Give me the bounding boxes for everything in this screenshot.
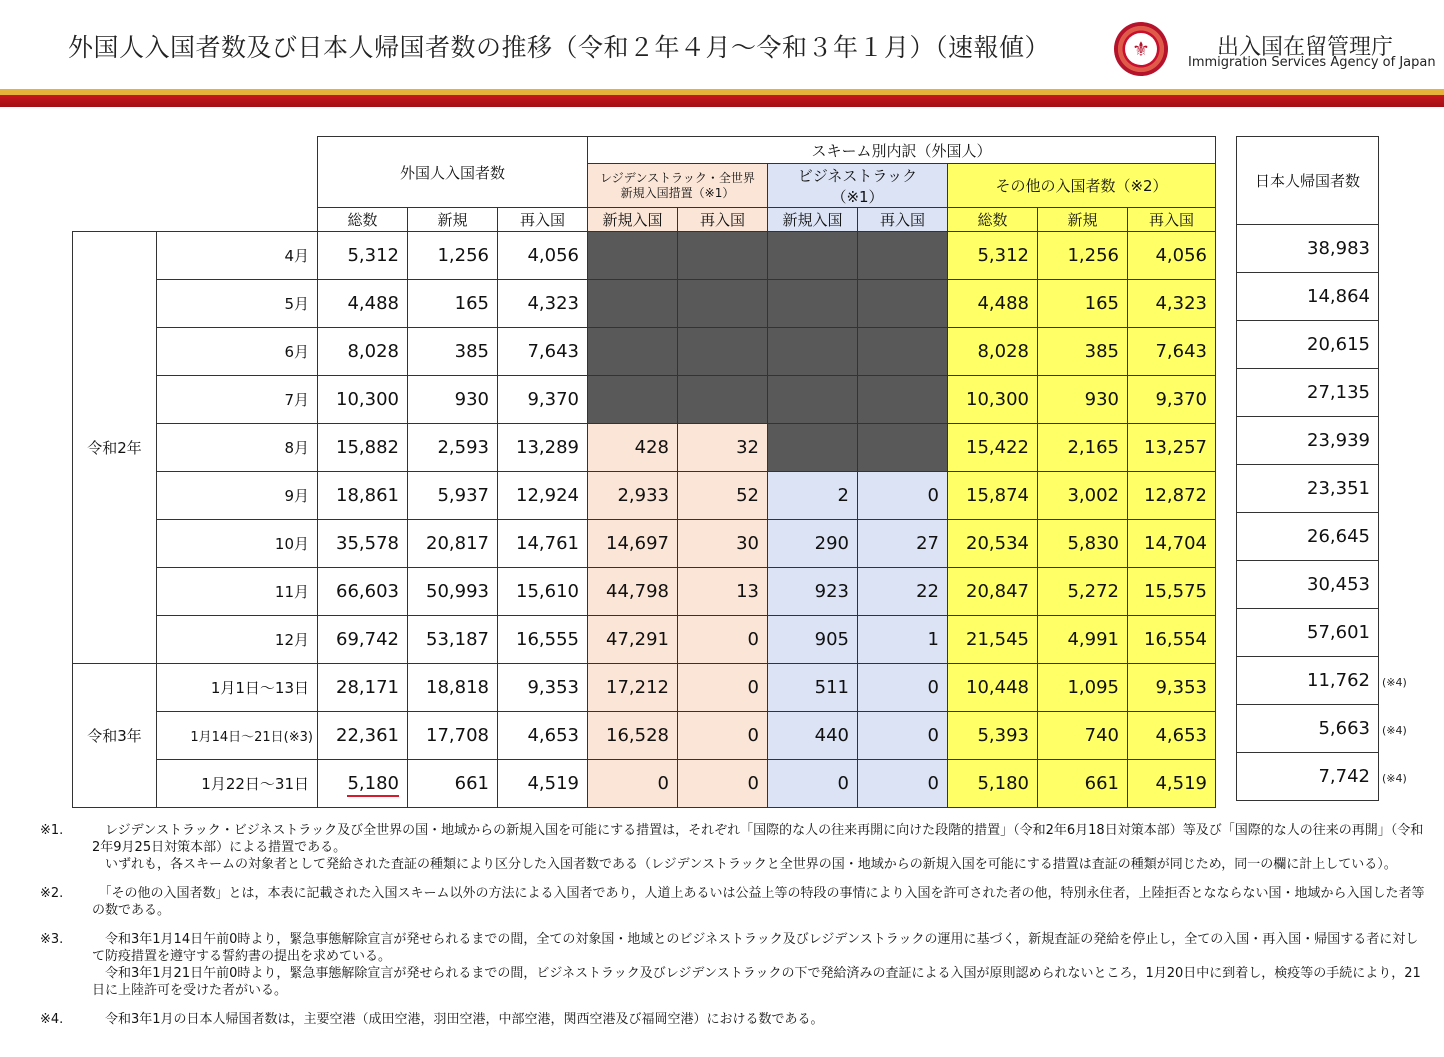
row-label: 12月 <box>157 616 318 664</box>
corner-blank <box>73 137 318 232</box>
cell-jp: 27,135 <box>1237 369 1379 417</box>
cell-rt-new: 44,798 <box>588 568 678 616</box>
col-bt-reentry: 再入国 <box>858 208 948 232</box>
agency-name-jp: 出入国在留管理庁 <box>1217 35 1394 60</box>
cell-shaded <box>768 424 858 472</box>
cell-total: 15,882 <box>318 424 408 472</box>
table-row <box>73 760 1216 808</box>
cell-jp: 23,351 <box>1237 465 1379 513</box>
foreign-entrants-header: 外国人入国者数 <box>318 137 588 208</box>
cell-shaded <box>858 280 948 328</box>
cell-shaded <box>588 328 678 376</box>
cell-other-reentry: 4,519 <box>1128 760 1216 808</box>
row-label: 5月 <box>157 280 318 328</box>
cell-other-reentry: 4,653 <box>1128 712 1216 760</box>
footnote-key: ※1. <box>40 823 64 838</box>
footnote-marker: (※4) <box>1382 772 1407 785</box>
cell-other-new: 385 <box>1038 328 1128 376</box>
cell-other-reentry: 4,323 <box>1128 280 1216 328</box>
table-row <box>1237 561 1379 609</box>
row-label: 1月1日〜13日 <box>157 664 318 712</box>
cell-new: 385 <box>408 328 498 376</box>
cell-other-total: 20,847 <box>948 568 1038 616</box>
col-other-reentry: 再入国 <box>1128 208 1216 232</box>
footnote-4 <box>40 1011 1425 1028</box>
cell-shaded <box>678 232 768 280</box>
cell-other-new: 1,256 <box>1038 232 1128 280</box>
cell-other-total: 15,874 <box>948 472 1038 520</box>
cell-new: 930 <box>408 376 498 424</box>
cell-reentry: 9,370 <box>498 376 588 424</box>
cell-jp: 26,645 <box>1237 513 1379 561</box>
cell-bt-reentry: 0 <box>858 712 948 760</box>
cell-shaded <box>588 280 678 328</box>
cell-rt-reentry: 13 <box>678 568 768 616</box>
cell-shaded <box>588 376 678 424</box>
table-row <box>73 424 1216 472</box>
cell-total: 8,028 <box>318 328 408 376</box>
row-label: 9月 <box>157 472 318 520</box>
footnote-text: 「その他の入国者数」とは，本表に記載された入国スキーム以外の方法による入国者であり，人道上あるいは公益上等の特段の事情により入国を許可された者の他，特別永住者，上陸拒否となならない国・地域から入国した者等の数である。 <box>92 886 1425 918</box>
cell-jp: 23,939 <box>1237 417 1379 465</box>
cell-other-reentry: 13,257 <box>1128 424 1216 472</box>
cell-rt-reentry: 32 <box>678 424 768 472</box>
footnote-text: いずれも，各スキームの対象者として発給された査証の種類により区分した入国者数である（レジデンストラックと全世界の国・地域からの新規入国を可能にする措置は査証の種類が同じため，同一の欄に計上している）。 <box>92 857 1397 872</box>
cell-other-total: 4,488 <box>948 280 1038 328</box>
col-new: 新規 <box>408 208 498 232</box>
footnote-3 <box>40 931 1425 999</box>
cell-other-total: 5,312 <box>948 232 1038 280</box>
cell-other-reentry: 4,056 <box>1128 232 1216 280</box>
cell-rt-reentry: 30 <box>678 520 768 568</box>
cell-other-new: 930 <box>1038 376 1128 424</box>
footnote-text: 令和3年1月14日午前0時より，緊急事態解除宣言が発せられるまでの間，全ての対象国・地域とのビジネストラック及びレジデンストラックの運用に基づく，新規査証の発給を停止し，全ての入国・再入国・帰国する者に対して防疫措置を遵守する誓約書の提出を求めている。 <box>92 932 1419 964</box>
cell-reentry: 16,555 <box>498 616 588 664</box>
era-label: 令和3年 <box>73 664 157 808</box>
cell-shaded <box>858 232 948 280</box>
row-label: 1月22日〜31日 <box>157 760 318 808</box>
footnote-1 <box>40 822 1425 873</box>
row-label: 6月 <box>157 328 318 376</box>
cell-total: 22,361 <box>318 712 408 760</box>
japanese-returnees-table <box>1236 136 1379 801</box>
footnote-2 <box>40 885 1425 919</box>
cell-jp: 7,742 <box>1237 753 1379 801</box>
cell-total: 4,488 <box>318 280 408 328</box>
cell-other-total: 21,545 <box>948 616 1038 664</box>
cell-other-new: 5,830 <box>1038 520 1128 568</box>
col-total: 総数 <box>318 208 408 232</box>
cell-total: 35,578 <box>318 520 408 568</box>
cell-jp: 20,615 <box>1237 321 1379 369</box>
agency-emblem-icon <box>1114 22 1168 76</box>
cell-reentry: 4,653 <box>498 712 588 760</box>
table-row <box>1237 705 1379 753</box>
row-label: 10月 <box>157 520 318 568</box>
cell-new: 20,817 <box>408 520 498 568</box>
cell-rt-new: 17,212 <box>588 664 678 712</box>
footnote-key: ※4. <box>40 1012 64 1027</box>
cell-total: 18,861 <box>318 472 408 520</box>
era-label: 令和2年 <box>73 232 157 664</box>
col-rt-reentry: 再入国 <box>678 208 768 232</box>
cell-bt-reentry: 0 <box>858 472 948 520</box>
cell-other-total: 5,180 <box>948 760 1038 808</box>
cell-rt-reentry: 0 <box>678 664 768 712</box>
cell-reentry: 14,761 <box>498 520 588 568</box>
cell-jp: 57,601 <box>1237 609 1379 657</box>
cell-reentry: 13,289 <box>498 424 588 472</box>
table-row <box>1237 225 1379 273</box>
row-label: 11月 <box>157 568 318 616</box>
cell-other-total: 5,393 <box>948 712 1038 760</box>
cell-new: 1,256 <box>408 232 498 280</box>
cell-shaded <box>678 280 768 328</box>
row-label: 8月 <box>157 424 318 472</box>
cell-rt-new: 14,697 <box>588 520 678 568</box>
cell-new: 17,708 <box>408 712 498 760</box>
entrants-table <box>72 136 1216 808</box>
table-row <box>1237 609 1379 657</box>
cell-total <box>318 760 408 808</box>
cell-total: 66,603 <box>318 568 408 616</box>
footnote-marker: (※4) <box>1382 676 1407 689</box>
cell-jp: 30,453 <box>1237 561 1379 609</box>
cell-bt-reentry: 0 <box>858 760 948 808</box>
cell-new: 18,818 <box>408 664 498 712</box>
cell-other-total: 8,028 <box>948 328 1038 376</box>
cell-rt-new: 428 <box>588 424 678 472</box>
cell-total: 69,742 <box>318 616 408 664</box>
table-row <box>73 280 1216 328</box>
cell-total: 28,171 <box>318 664 408 712</box>
table-row <box>1237 465 1379 513</box>
cell-rt-new: 47,291 <box>588 616 678 664</box>
table-row <box>1237 417 1379 465</box>
table-row <box>73 472 1216 520</box>
col-other-new: 新規 <box>1038 208 1128 232</box>
cell-shaded <box>678 328 768 376</box>
footnotes <box>40 822 1425 1040</box>
emblem-center: ⚜ <box>1125 33 1157 65</box>
cell-jp: 11,762 <box>1237 657 1379 705</box>
cell-other-reentry: 12,872 <box>1128 472 1216 520</box>
cell-shaded <box>858 376 948 424</box>
table-row <box>73 232 1216 280</box>
cell-other-reentry: 9,370 <box>1128 376 1216 424</box>
cell-other-total: 10,448 <box>948 664 1038 712</box>
cell-bt-reentry: 22 <box>858 568 948 616</box>
footnote-marker: (※4) <box>1382 724 1407 737</box>
cell-reentry: 4,056 <box>498 232 588 280</box>
col-bt-new-entry: 新規入国 <box>768 208 858 232</box>
cell-other-new: 2,165 <box>1038 424 1128 472</box>
cell-rt-new: 16,528 <box>588 712 678 760</box>
table-row <box>1237 753 1379 801</box>
cell-new: 5,937 <box>408 472 498 520</box>
cell-jp: 5,663 <box>1237 705 1379 753</box>
cell-reentry: 12,924 <box>498 472 588 520</box>
cell-new: 165 <box>408 280 498 328</box>
cell-bt-reentry: 1 <box>858 616 948 664</box>
cell-total: 5,312 <box>318 232 408 280</box>
cell-reentry: 9,353 <box>498 664 588 712</box>
cell-other-reentry: 14,704 <box>1128 520 1216 568</box>
business-track-header: ビジネストラック（※1） <box>768 164 948 208</box>
cell-shaded <box>678 376 768 424</box>
cell-bt-new: 0 <box>768 760 858 808</box>
cell-shaded <box>768 280 858 328</box>
cell-bt-new: 923 <box>768 568 858 616</box>
cell-total: 10,300 <box>318 376 408 424</box>
row-label: 4月 <box>157 232 318 280</box>
other-entrants-header: その他の入国者数（※2） <box>948 164 1216 208</box>
cell-other-new: 1,095 <box>1038 664 1128 712</box>
cell-shaded <box>768 232 858 280</box>
cell-bt-new: 905 <box>768 616 858 664</box>
cell-new: 50,993 <box>408 568 498 616</box>
cell-other-new: 740 <box>1038 712 1128 760</box>
footnote-key: ※2. <box>40 886 64 901</box>
table-row <box>73 376 1216 424</box>
table-row <box>73 616 1216 664</box>
cell-jp: 38,983 <box>1237 225 1379 273</box>
footnote-text: 令和3年1月21日午前0時より，緊急事態解除宣言が発せられるまでの間，ビジネストラック及びレジデンストラックの下で発給済みの査証による入国が原則認められないところ，1月20日中に到着し，検疫等の手続により，21日に上陸許可を受けた者がいる。 <box>92 966 1421 998</box>
col-other-total: 総数 <box>948 208 1038 232</box>
cell-other-new: 661 <box>1038 760 1128 808</box>
cell-jp: 14,864 <box>1237 273 1379 321</box>
table-row <box>1237 321 1379 369</box>
table-row <box>73 568 1216 616</box>
cell-bt-new: 290 <box>768 520 858 568</box>
cell-reentry: 15,610 <box>498 568 588 616</box>
cell-other-total: 20,534 <box>948 520 1038 568</box>
row-label: 7月 <box>157 376 318 424</box>
table-row <box>73 712 1216 760</box>
cell-rt-reentry: 52 <box>678 472 768 520</box>
cell-reentry: 7,643 <box>498 328 588 376</box>
cell-other-reentry: 15,575 <box>1128 568 1216 616</box>
cell-bt-new: 511 <box>768 664 858 712</box>
cell-other-new: 3,002 <box>1038 472 1128 520</box>
cell-other-reentry: 16,554 <box>1128 616 1216 664</box>
cell-reentry: 4,323 <box>498 280 588 328</box>
table-row <box>1237 513 1379 561</box>
cell-other-new: 4,991 <box>1038 616 1128 664</box>
table-row <box>1237 273 1379 321</box>
row-label: 1月14日〜21日(※3) <box>157 712 318 760</box>
cell-other-new: 165 <box>1038 280 1128 328</box>
cell-other-reentry: 9,353 <box>1128 664 1216 712</box>
cell-bt-new: 440 <box>768 712 858 760</box>
table-row <box>1237 657 1379 705</box>
cell-bt-reentry: 27 <box>858 520 948 568</box>
cell-new: 2,593 <box>408 424 498 472</box>
page-title: 外国人入国者数及び日本人帰国者数の推移（令和２年４月〜令和３年１月）（速報値） <box>68 33 1051 62</box>
col-rt-new-entry: 新規入国 <box>588 208 678 232</box>
cell-rt-reentry: 0 <box>678 760 768 808</box>
agency-name-en: Immigration Services Agency of Japan <box>1188 55 1436 70</box>
scheme-breakdown-header: スキーム別内訳（外国人） <box>588 137 1216 164</box>
table-row <box>73 328 1216 376</box>
cell-rt-new: 0 <box>588 760 678 808</box>
cell-rt-reentry: 0 <box>678 712 768 760</box>
cell-other-reentry: 7,643 <box>1128 328 1216 376</box>
cell-other-total: 15,422 <box>948 424 1038 472</box>
cell-shaded <box>858 424 948 472</box>
cell-shaded <box>768 328 858 376</box>
residence-track-header: レジデンストラック・全世界新規入国措置（※1） <box>588 164 768 208</box>
table-row <box>73 664 1216 712</box>
cell-bt-new: 2 <box>768 472 858 520</box>
cell-rt-reentry: 0 <box>678 616 768 664</box>
cell-shaded <box>768 376 858 424</box>
footnote-key: ※3. <box>40 932 64 947</box>
col-reentry: 再入国 <box>498 208 588 232</box>
cell-other-new: 5,272 <box>1038 568 1128 616</box>
header-divider-red <box>0 95 1444 107</box>
cell-rt-new: 2,933 <box>588 472 678 520</box>
cell-reentry: 4,519 <box>498 760 588 808</box>
underlined-total: 5,180 <box>347 773 399 797</box>
cell-bt-reentry: 0 <box>858 664 948 712</box>
footnote-text: レジデンストラック・ビジネストラック及び全世界の国・地域からの新規入国を可能にする措置は，それぞれ「国際的な人の往来再開に向けた段階的措置」（令和2年6月18日対策本部）等及び「国際的な人の往来の再開」（令和2年9月25日対策本部）による措置である。 <box>92 823 1424 855</box>
cell-shaded <box>588 232 678 280</box>
cell-new: 661 <box>408 760 498 808</box>
footnote-text: 令和3年1月の日本人帰国者数は，主要空港（成田空港，羽田空港，中部空港，関西空港及び福岡空港）における数である。 <box>92 1012 824 1027</box>
japanese-returnees-header: 日本人帰国者数 <box>1237 137 1379 225</box>
table-row <box>1237 369 1379 417</box>
cell-shaded <box>858 328 948 376</box>
cell-new: 53,187 <box>408 616 498 664</box>
cell-other-total: 10,300 <box>948 376 1038 424</box>
table-row <box>73 520 1216 568</box>
